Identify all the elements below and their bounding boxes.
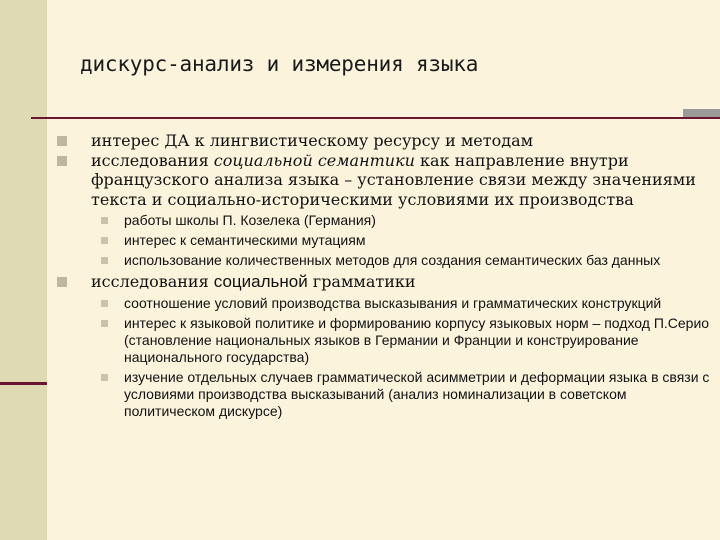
bullet-text-part: грамматики	[307, 272, 416, 291]
bullet-text-italic: социальной семантики	[213, 150, 415, 170]
sub-bullet-marker-icon	[101, 374, 108, 381]
left-decor-rule	[0, 382, 47, 385]
bullet-text-sans: социальной	[213, 272, 308, 291]
sublist-3	[57, 295, 717, 420]
left-decor-band	[0, 0, 47, 540]
bullet-marker-icon	[57, 156, 67, 166]
bullet-text	[91, 151, 717, 210]
sub-item-text: изучение отдельных случаев грамматической асимметрии и деформации языка в связи с условиями производства высказываний (анализ номинализации в советском политическом дискурсе)	[124, 368, 710, 419]
bullet-text: интерес ДА к лингвистическому ресурсу и методам	[91, 131, 534, 150]
sub-item	[101, 232, 717, 249]
bullet-text-part: как направление внутри французского анализа языка – установление связи между значениями текста и социально-историческими условиями их производства	[91, 150, 696, 209]
sub-bullet-marker-icon	[101, 217, 108, 224]
sub-item	[101, 369, 717, 420]
sub-item	[101, 315, 717, 366]
slide-title: дискурс-анализ и измерения языка	[80, 52, 479, 76]
sub-bullet-marker-icon	[101, 257, 108, 264]
sub-item-text: интерес к языковой политике и формированию корпусу языковых норм – подход П.Серио (становление национальных языков в Германии и Франции и конструирование национального государства)	[124, 314, 710, 365]
sub-bullet-marker-icon	[101, 237, 108, 244]
sub-item-text: соотношение условий производства высказывания и грамматических конструкций	[124, 294, 662, 311]
sub-item	[101, 252, 717, 269]
bullet-marker-icon	[57, 136, 67, 146]
bullet-3	[57, 272, 717, 292]
sub-item	[101, 295, 717, 312]
bullet-2	[57, 151, 717, 210]
bullet-1	[57, 131, 717, 151]
slide-body	[57, 131, 717, 423]
sub-bullet-marker-icon	[101, 300, 108, 307]
sub-item-text: использование количественных методов для создания семантических баз данных	[124, 252, 661, 268]
sub-bullet-marker-icon	[101, 320, 108, 327]
bullet-text-part: исследования	[91, 150, 214, 170]
title-divider	[31, 117, 720, 119]
bullet-text	[91, 272, 717, 292]
bullet-marker-icon	[57, 277, 67, 287]
sub-item	[101, 212, 717, 229]
bullet-text-part: исследования	[91, 272, 214, 291]
sub-item-text: работы школы П. Козелека (Германия)	[124, 212, 376, 228]
sub-item-text: интерес к семантическими мутациям	[124, 232, 366, 248]
sublist-2	[57, 212, 717, 269]
